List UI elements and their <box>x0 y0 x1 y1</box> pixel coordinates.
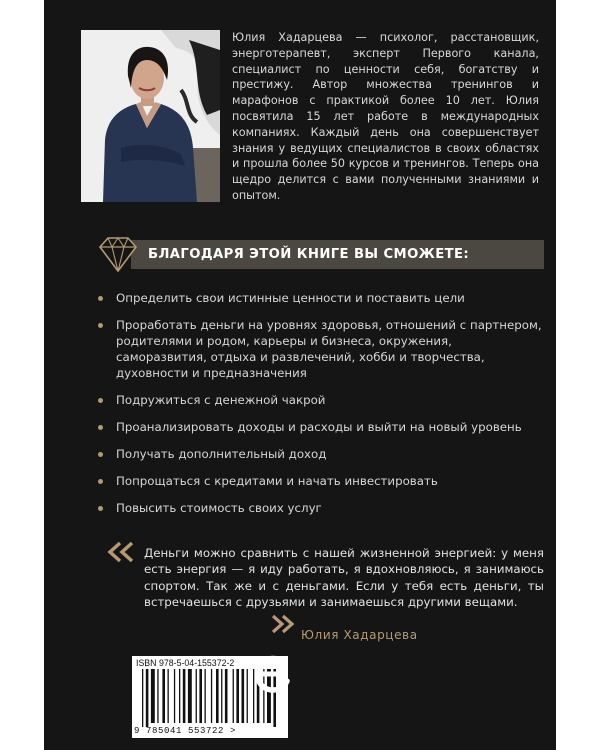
barcode-bar <box>242 669 245 723</box>
bullet-icon <box>98 506 103 511</box>
bullet-icon <box>98 452 103 457</box>
benefit-text: Попрощаться с кредитами и начать инвестировать <box>116 474 438 488</box>
barcode-bar <box>225 669 228 723</box>
benefits-list <box>96 290 546 527</box>
isbn-text: ISBN 978-5-04-155372-2 <box>136 658 235 668</box>
barcode-bar <box>216 669 219 723</box>
benefit-text: Проработать деньги на уровнях здоровья, отношений с партнером, родителями и родом, карьеры и бизнеса, окружения, саморазвития, отдыха и развлечений, хобби и творчества, духовности и предназначения <box>116 318 542 380</box>
bullet-icon <box>98 479 103 484</box>
barcode-bar <box>157 669 158 723</box>
bullet-icon <box>98 323 103 328</box>
benefit-text: Подружиться с денежной чакрой <box>116 393 326 407</box>
barcode-bar <box>168 669 169 723</box>
list-item <box>96 473 546 489</box>
benefit-text: Получать дополнительный доход <box>116 447 327 461</box>
bullet-icon <box>98 296 103 301</box>
author-bio: Юлия Хадарцева — психолог, расстановщик, энерготерапевт, эксперт Первого канала, специалист по ценности себя, богатству и престижу. Автор множества тренингов и марафонов с практикой более 10 лет. Юлия посвятила 15 лет работе в международных компаниях. Каждый день она совершенствует знания у ведущих специалистов в своих областях и прошла более 50 курсов и тренингов. Теперь она щедро делится с вами полученными знаниями и опытом. <box>232 31 539 202</box>
back-cover <box>44 0 556 750</box>
barcode-bar <box>196 669 197 723</box>
benefits-heading: БЛАГОДАРЯ ЭТОЙ КНИГЕ ВЫ СМОЖЕТЕ: <box>148 247 470 262</box>
barcode-bar <box>151 669 155 723</box>
barcode-bar <box>142 669 143 727</box>
barcode-bar <box>174 669 175 723</box>
barcode-digits: 9 785041 553722 > <box>134 726 237 736</box>
barcode-bar <box>221 669 222 723</box>
list-item <box>96 392 546 408</box>
barcode-bar <box>183 669 186 723</box>
barcode-bar <box>179 669 180 723</box>
publisher-logo-icon <box>254 655 290 693</box>
barcode-bar <box>162 669 165 723</box>
quote-author: Юлия Хадарцева <box>301 628 418 642</box>
quote-close-icon <box>270 614 296 634</box>
barcode-bar <box>236 669 239 723</box>
barcode-bar <box>199 669 202 723</box>
list-item <box>96 446 546 462</box>
bullet-icon <box>98 425 103 430</box>
benefits-banner <box>96 235 544 274</box>
author-photo <box>81 30 220 202</box>
benefit-text: Определить свои истинные ценности и поставить цели <box>116 291 465 305</box>
diamond-icon <box>96 235 140 274</box>
list-item <box>96 317 546 381</box>
bullet-icon <box>98 398 103 403</box>
quote-text: Деньги можно сравнить с нашей жизненной энергией: у меня есть энергия — я иду работать, я вдохновляюсь, я занимаюсь спортом. Так же и с деньгами. Если у тебя есть деньги, ты встречаешься с друзьями и занимаешься другими вещами. <box>144 546 544 609</box>
quote-open-icon <box>106 541 136 563</box>
benefit-text: Повысить стоимость своих услуг <box>116 501 322 515</box>
barcode-bar <box>211 669 212 723</box>
barcode-bar <box>188 669 192 723</box>
list-item <box>96 290 546 306</box>
barcode-bar <box>247 669 248 723</box>
barcode-bar <box>233 669 234 723</box>
barcode-bar <box>146 669 149 727</box>
barcode-bar <box>205 669 206 723</box>
benefit-text: Проанализировать доходы и расходы и выйти на новый уровень <box>116 420 522 434</box>
list-item <box>96 419 546 435</box>
list-item <box>96 500 546 516</box>
